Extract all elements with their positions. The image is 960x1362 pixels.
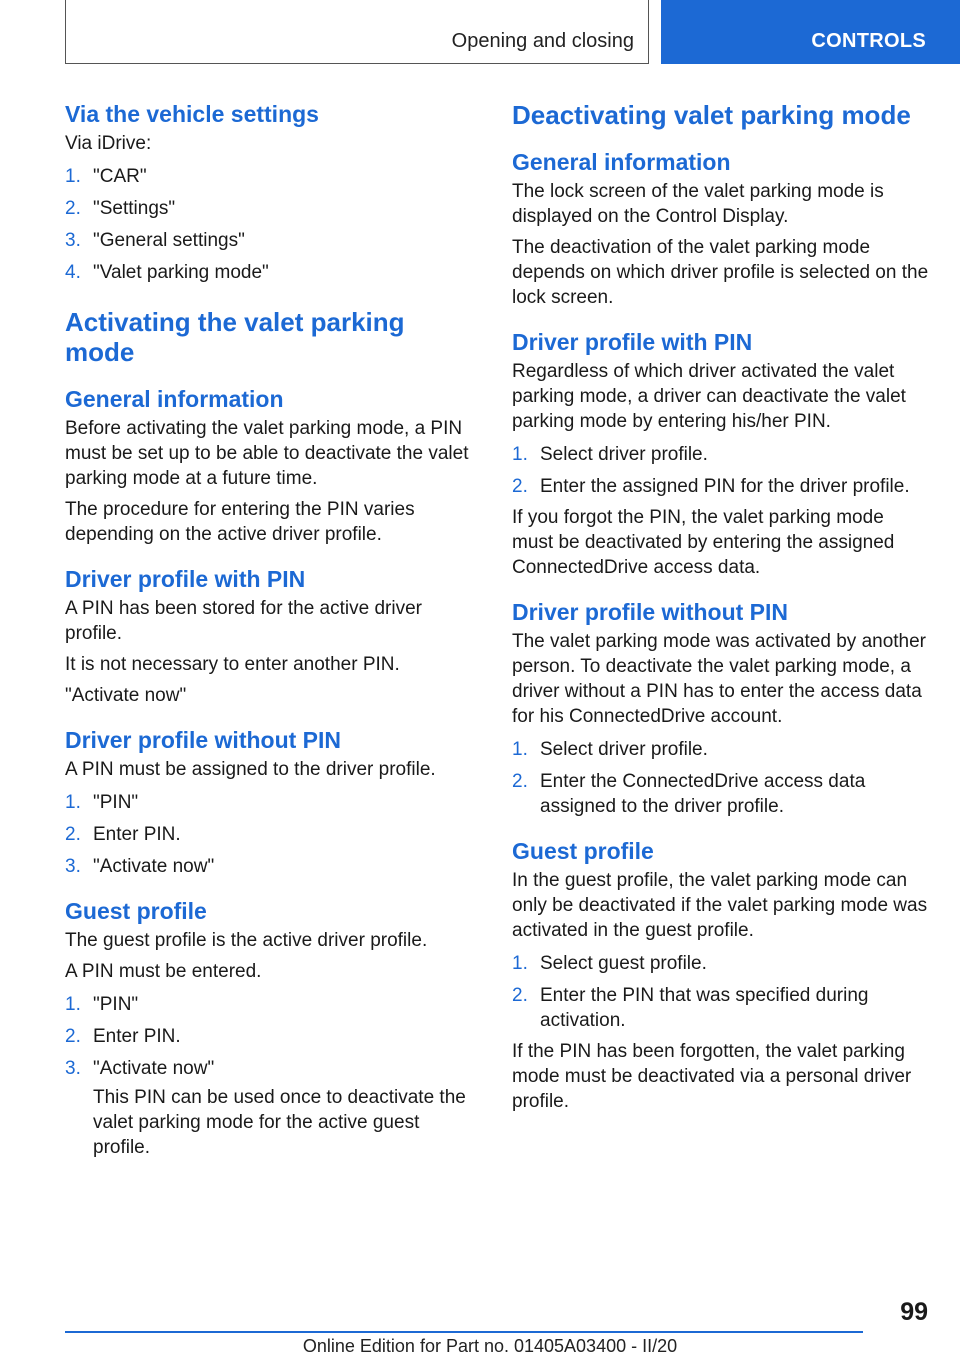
activating-guest-p1: The guest profile is the active driver profile.: [65, 930, 428, 951]
list-item: 1. "PIN": [65, 994, 139, 1015]
activating-general-heading: General information: [65, 386, 284, 412]
deactivating-guest-steps: [512, 951, 930, 1033]
activating-general-p1: Before activating the valet parking mode, a PIN must be set up to be able to deactivate the valet parking mode at a future time.: [65, 418, 469, 489]
activating-with-pin-heading: Driver profile with PIN: [65, 566, 306, 592]
list-item: 4. "Valet parking mode": [65, 262, 269, 283]
deactivating-with-pin-steps: [512, 442, 930, 499]
activating-guest-steps: [65, 992, 473, 1160]
list-item: 1. "PIN": [65, 792, 139, 813]
list-item: 2. Enter the PIN that was specified during activation.: [512, 985, 869, 1031]
footer-divider: [65, 1331, 863, 1333]
deactivating-heading: Deactivating valet parking mode: [512, 100, 911, 130]
list-item: 2. Enter the assigned PIN for the driver profile.: [512, 476, 910, 497]
left-column: [65, 100, 473, 1160]
deactivating-guest-heading: Guest profile: [512, 838, 654, 864]
deactivating-without-pin-steps: [512, 737, 930, 819]
list-item: 1. Select driver profile.: [512, 739, 708, 760]
deactivating-with-pin-heading: Driver profile with PIN: [512, 329, 753, 355]
list-item: 3. "General settings": [65, 230, 245, 251]
deactivating-with-pin-p2: If you forgot the PIN, the valet parking mode must be deactivated by entering the assigned ConnectedDrive access data.: [512, 507, 895, 578]
deactivating-without-pin-heading: Driver profile without PIN: [512, 599, 789, 625]
via-steps-list: [65, 164, 473, 285]
list-item: 2. "Settings": [65, 198, 176, 219]
list-item: 3. "Activate now" This PIN can be used once to deactivate the valet parking mode for the active guest profile.: [65, 1056, 473, 1160]
deactivating-guest-p2: If the PIN has been forgotten, the valet parking mode must be deactivated via a personal driver profile.: [512, 1041, 912, 1112]
list-item: 3. "Activate now": [65, 856, 215, 877]
list-item: 1. Select driver profile.: [512, 444, 708, 465]
activating-with-pin-p2: It is not necessary to enter another PIN.: [65, 654, 400, 675]
activating-general-p2: The procedure for entering the PIN varies depending on the active driver profile.: [65, 499, 415, 545]
footer-edition-text: Online Edition for Part no. 01405A03400 - II/20: [302, 1336, 678, 1356]
activating-without-pin-heading: Driver profile without PIN: [65, 727, 342, 753]
list-item: 2. Enter PIN.: [65, 1026, 181, 1047]
via-vehicle-settings-heading: Via the vehicle settings: [65, 101, 319, 127]
activating-with-pin-p3: "Activate now": [65, 685, 187, 706]
deactivating-with-pin-p1: Regardless of which driver activated the valet parking mode, a driver can deactivate the valet parking mode by entering his/her PIN.: [512, 361, 906, 432]
activating-guest-heading: Guest profile: [65, 898, 207, 924]
header-chapter-tab: [661, 0, 960, 64]
via-idrive-intro: Via iDrive:: [65, 133, 152, 154]
deactivating-general-heading: General information: [512, 149, 731, 175]
header-section-box: [65, 0, 649, 64]
list-item: 2. Enter the ConnectedDrive access data assigned to the driver profile.: [512, 771, 866, 817]
deactivating-general-p1: The lock screen of the valet parking mode is displayed on the Control Display.: [512, 181, 884, 227]
deactivating-general-p2: The deactivation of the valet parking mode depends on which driver profile is selected on the lock screen.: [512, 237, 929, 308]
header-chapter-title: CONTROLS: [811, 30, 926, 52]
list-item: 1. Select guest profile.: [512, 953, 707, 974]
right-column: [512, 100, 930, 1114]
activating-without-pin-steps: [65, 790, 473, 879]
activating-with-pin-p1: A PIN has been stored for the active driver profile.: [65, 598, 422, 644]
deactivating-without-pin-p1: The valet parking mode was activated by another person. To deactivate the valet parking mode, a driver without a PIN has to enter the access data for his ConnectedDrive account.: [512, 631, 927, 727]
header-section-title: Opening and closing: [451, 30, 634, 52]
list-item: 2. Enter PIN.: [65, 824, 181, 845]
deactivating-guest-p1: In the guest profile, the valet parking mode can only be deactivated if the valet parking mode was activated in the guest profile.: [512, 870, 928, 941]
activating-guest-p2: A PIN must be entered.: [65, 961, 262, 982]
guest-step3-note: This PIN can be used once to deactivate the valet parking mode for the active guest profile.: [93, 1087, 466, 1158]
list-item: 1. "CAR": [65, 166, 147, 187]
page-number: 99: [900, 1298, 928, 1326]
activating-without-pin-p1: A PIN must be assigned to the driver profile.: [65, 759, 436, 780]
activating-heading: Activating the valet parking mode: [65, 307, 405, 367]
